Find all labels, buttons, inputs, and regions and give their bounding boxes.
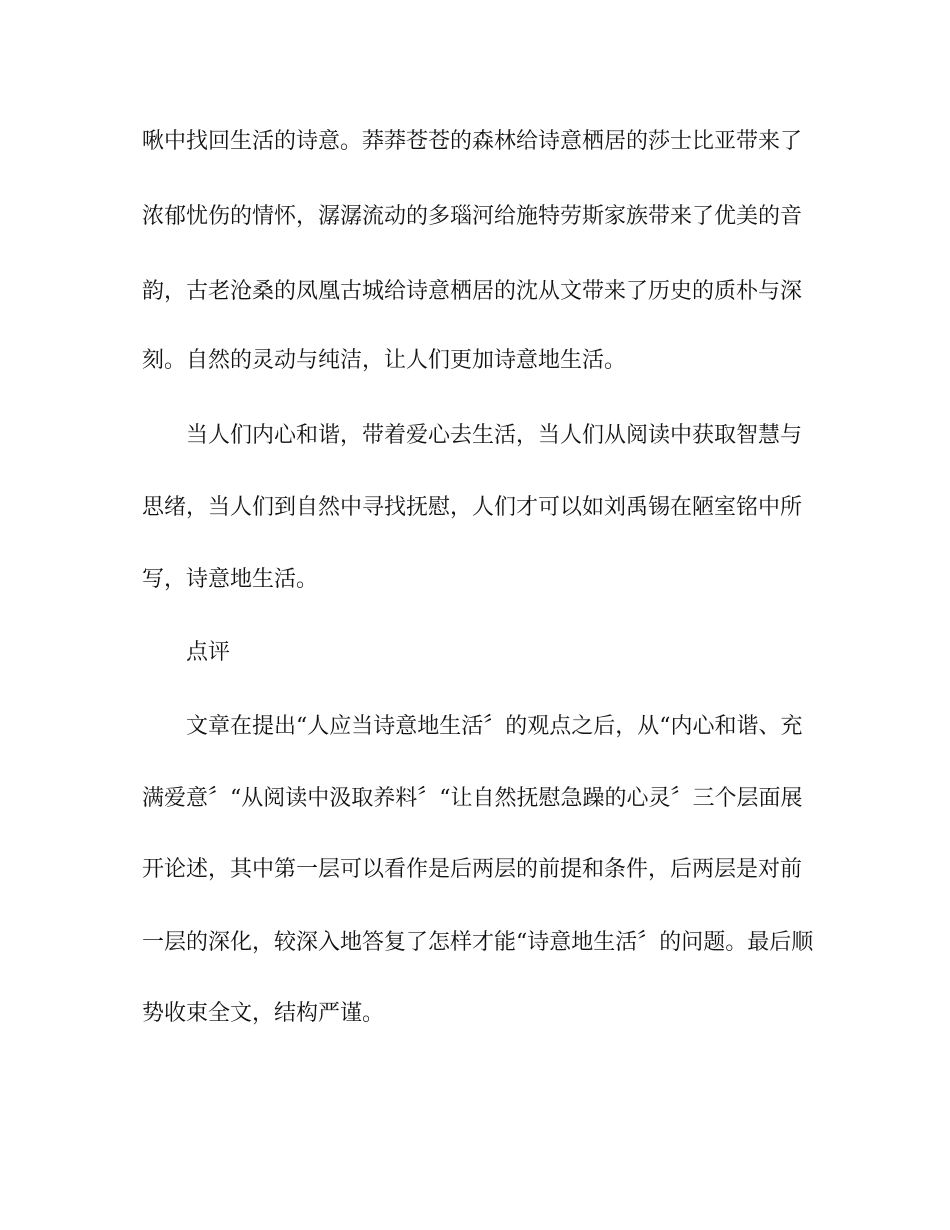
- paragraph-3-line-2: 满爱意〞“从阅读中汲取养料〞“让自然抚慰急躁的心灵〞三个层面展: [142, 786, 803, 811]
- paragraph-3-line-1: 文章在提出“人应当诗意地生活〞的观点之后，从“内心和谐、充: [186, 714, 803, 739]
- paragraph-1-line-4: 刻。自然的灵动与纯洁，让人们更加诗意地生活。: [142, 348, 627, 373]
- paragraph-1-line-3: 韵，古老沧桑的凤凰古城给诗意栖居的沈从文带来了历史的质朴与深: [142, 279, 803, 304]
- paragraph-2-line-3: 写，诗意地生活。: [142, 567, 319, 592]
- paragraph-3-line-3: 开论述，其中第一层可以看作是后两层的前提和条件，后两层是对前: [142, 857, 803, 882]
- paragraph-2-line-2: 思绪，当人们到自然中寻找抚慰，人们才可以如刘禹锡在陋室铭中所: [142, 495, 803, 520]
- paragraph-3-line-4: 一层的深化，较深入地答复了怎样才能“诗意地生活〞的问题。最后顺: [142, 930, 814, 955]
- paragraph-1-line-2: 浓郁忧伤的情怀，潺潺流动的多瑙河给施特劳斯家族带来了优美的音: [142, 204, 803, 229]
- paragraph-1-line-1: 啾中找回生活的诗意。莽莽苍苍的森林给诗意栖居的莎士比亚带来了: [142, 129, 803, 154]
- paragraph-2-line-1: 当人们内心和谐，带着爱心去生活，当人们从阅读中获取智慧与: [186, 423, 803, 448]
- paragraph-3-line-5: 势收束全文，结构严谨。: [142, 1001, 385, 1026]
- comment-heading: 点评: [186, 640, 231, 665]
